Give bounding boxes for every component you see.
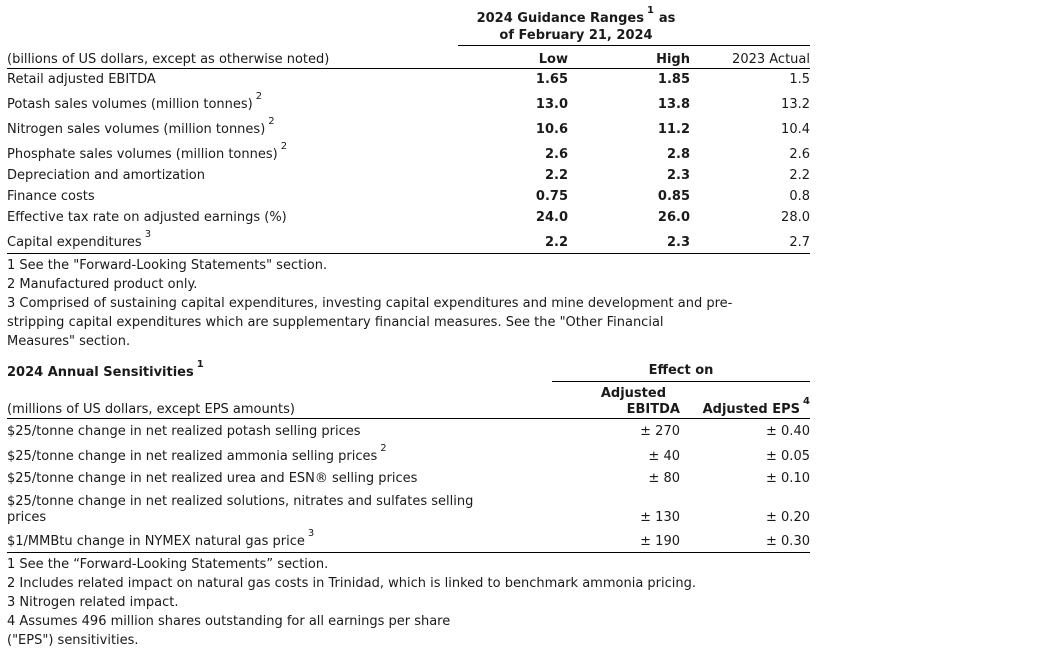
- actual-value: 1.5: [789, 72, 810, 87]
- actual-value: 2.2: [789, 168, 810, 183]
- footnote-ref-2: 2: [268, 115, 275, 127]
- table-row: [7, 115, 810, 140]
- footnote-line: stripping capital expenditures which are supplementary financial measures. See the "Other Financial: [7, 315, 664, 330]
- eps-value: ± 0.05: [766, 449, 810, 464]
- footnote-line: 3 Nitrogen related impact.: [7, 595, 179, 610]
- guidance-header-rule: [458, 45, 810, 46]
- sensitivities-section: [7, 358, 810, 650]
- guidance-table: [7, 47, 810, 254]
- table-row: [7, 442, 810, 467]
- row-label: Potash sales volumes (million tonnes)$^2$: [7, 90, 263, 112]
- row-label: $1/MMBtu change in NYMEX natural gas price$^3$: [7, 528, 560, 553]
- footnote-ref-2: 2: [255, 90, 263, 102]
- footnote-line: 1 See the “Forward-Looking Statements” section.: [7, 557, 329, 572]
- effect-on-header: Effect on: [552, 363, 810, 382]
- low-value: 2.2: [448, 228, 568, 254]
- low-value: 13.0: [535, 97, 568, 112]
- actual-value: 2.6: [789, 147, 810, 162]
- low-value: 24.0: [535, 210, 568, 225]
- guidance-unit-note: (billions of US dollars, except as otherwise noted): [7, 47, 448, 69]
- row-label: Retail adjusted EBITDA: [7, 72, 156, 87]
- table-row: [7, 419, 810, 443]
- row-label: Phosphate sales volumes (million tonnes)$^2$: [7, 140, 288, 162]
- footnote-line: 4 Assumes 496 million shares outstanding for all earnings per share: [7, 614, 451, 629]
- table-row: [7, 90, 810, 115]
- high-value: 13.8: [657, 97, 690, 112]
- footnote-ref-2: 2: [380, 442, 387, 454]
- footnote-ref-2: 2: [280, 140, 288, 152]
- table-row: [7, 186, 810, 207]
- high-value: 2.3: [568, 228, 690, 254]
- actual-value: 28.0: [781, 210, 810, 225]
- low-value: 1.65: [535, 72, 568, 87]
- table-row: [7, 165, 810, 186]
- sensitivities-footnotes: [7, 555, 810, 650]
- footnote-line: Measures" section.: [7, 334, 131, 349]
- row-label: Effective tax rate on adjusted earnings (%): [7, 210, 287, 225]
- guidance-title: [426, 4, 726, 44]
- footnote-ref-4: 4: [803, 395, 810, 407]
- table-row: [7, 69, 810, 91]
- eps-value: ± 0.30: [680, 528, 810, 553]
- footnote-line: ("EPS") sensitivities.: [7, 633, 139, 648]
- footnote-ref-1: 1: [646, 4, 654, 16]
- actual-value: 10.4: [781, 122, 810, 137]
- ebitda-value: ± 130: [640, 510, 680, 525]
- eps-value: ± 0.40: [766, 424, 810, 439]
- sensitivities-title: 2024 Annual Sensitivities$^1$: [7, 358, 204, 380]
- high-value: 1.85: [657, 72, 690, 87]
- eps-value: ± 0.20: [766, 510, 810, 525]
- footnote-line: 1 See the "Forward-Looking Statements" section.: [7, 258, 328, 273]
- row-label: Capital expenditures$^3$: [7, 228, 448, 254]
- guidance-title-as: as: [658, 11, 676, 26]
- column-header-high: High: [568, 47, 690, 69]
- column-header-low: Low: [448, 47, 568, 69]
- eps-value: ± 0.10: [766, 471, 810, 486]
- low-value: 2.6: [544, 147, 568, 162]
- footnote-line: 3 Comprised of sustaining capital expenditures, investing capital expenditures and mine development and pre-: [7, 296, 733, 311]
- actual-value: 2.7: [690, 228, 810, 254]
- footnote-line: 2 Manufactured product only.: [7, 277, 198, 292]
- low-value: 0.75: [535, 189, 568, 204]
- column-header-2023-actual: 2023 Actual: [690, 47, 810, 69]
- table-row: [7, 489, 810, 528]
- row-label: $25/tonne change in net realized potash selling prices: [7, 424, 361, 439]
- guidance-column-header-row: [7, 47, 810, 69]
- sensitivities-table: [7, 383, 810, 553]
- low-value: 10.6: [535, 122, 568, 137]
- row-label: Finance costs: [7, 189, 95, 204]
- table-row: [7, 467, 810, 489]
- high-value: 11.2: [657, 122, 690, 137]
- row-label: $25/tonne change in net realized solutions, nitrates and sulfates selling prices: [7, 494, 474, 525]
- table-row: [7, 528, 810, 553]
- high-value: 2.8: [666, 147, 690, 162]
- sensitivities-header: [7, 358, 810, 383]
- actual-value: 0.8: [789, 189, 810, 204]
- column-header-adjusted-ebitda: Adjusted EBITDA: [560, 383, 680, 419]
- guidance-section: [7, 4, 810, 351]
- row-label: $25/tonne change in net realized ammonia selling prices$^2$: [7, 442, 387, 464]
- table-row: [7, 207, 810, 228]
- sensitivities-column-header-row: [7, 383, 810, 419]
- guidance-header: [7, 4, 810, 47]
- table-row: [7, 228, 810, 254]
- row-label: Depreciation and amortization: [7, 168, 205, 183]
- ebitda-value: ± 80: [648, 471, 680, 486]
- footnote-ref-3: 3: [307, 527, 315, 539]
- low-value: 2.2: [544, 168, 568, 183]
- guidance-title-line2: of February 21, 2024: [499, 28, 653, 43]
- row-label: Nitrogen sales volumes (million tonnes)$^2$: [7, 115, 275, 137]
- sensitivities-unit-note: (millions of US dollars, except EPS amounts): [7, 383, 560, 419]
- high-value: 2.3: [666, 168, 690, 183]
- ebitda-value: ± 270: [640, 424, 680, 439]
- row-label: $25/tonne change in net realized urea and ESN® selling prices: [7, 471, 418, 486]
- high-value: 0.85: [657, 189, 690, 204]
- column-header-adjusted-eps: Adjusted EPS$^4$: [680, 383, 810, 419]
- guidance-title-line1: [426, 4, 726, 27]
- actual-value: 13.2: [781, 97, 810, 112]
- guidance-footnotes: [7, 256, 810, 351]
- ebitda-value: ± 40: [648, 449, 680, 464]
- guidance-title-text: 2024 Guidance Ranges: [476, 11, 644, 26]
- table-row: [7, 140, 810, 165]
- high-value: 26.0: [657, 210, 690, 225]
- ebitda-value: ± 190: [560, 528, 680, 553]
- footnote-ref-3: 3: [144, 228, 152, 240]
- footnote-line: 2 Includes related impact on natural gas costs in Trinidad, which is linked to benchmark ammonia pricing.: [7, 576, 697, 591]
- footnote-ref-1: 1: [196, 358, 204, 370]
